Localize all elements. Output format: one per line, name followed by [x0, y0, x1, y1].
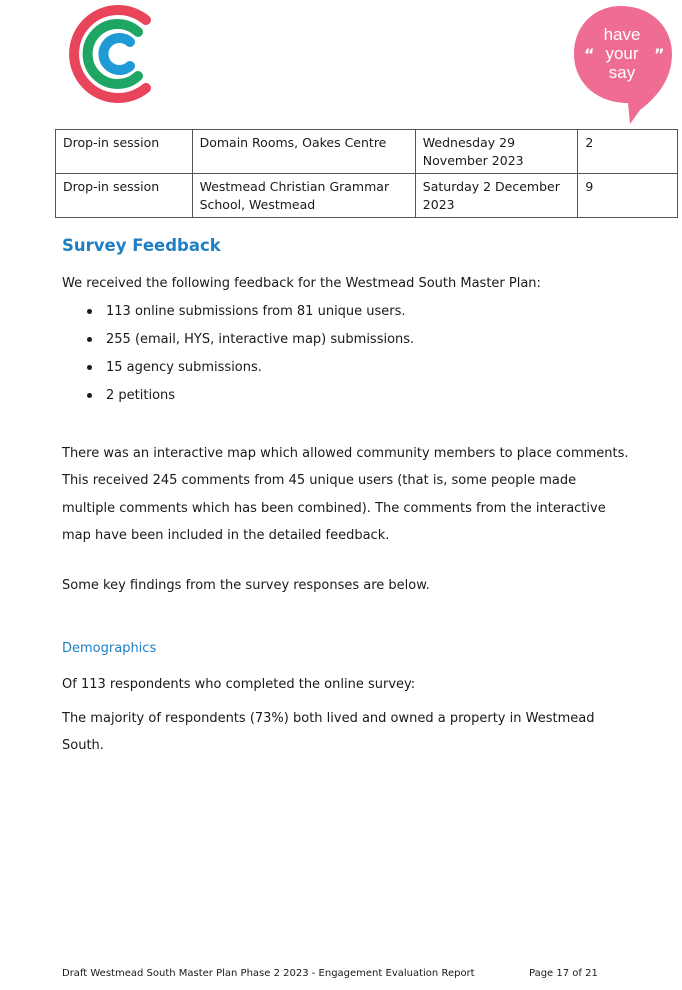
hys-line2: your: [605, 44, 639, 63]
list-item: 255 (email, HYS, interactive map) submissions.: [62, 328, 414, 356]
hys-line3: say: [608, 63, 636, 82]
key-findings-text: Some key findings from the survey responses are below.: [62, 578, 430, 593]
session-type-cell: Drop-in session: [56, 174, 193, 218]
respondents-text: Of 113 respondents who completed the online survey:: [62, 677, 416, 692]
footer-page-number: Page 17 of 21: [529, 968, 598, 979]
hys-line1: have: [603, 25, 641, 44]
sessions-table: [55, 129, 678, 218]
demographics-heading: Demographics: [62, 641, 157, 656]
session-date-cell: Wednesday 29 November 2023: [415, 130, 578, 174]
list-item: 113 online submissions from 81 unique users.: [62, 300, 414, 328]
submissions-list: [62, 300, 414, 412]
list-item: 15 agency submissions.: [62, 356, 414, 384]
list-item: 2 petitions: [62, 384, 414, 412]
quote-close-icon: ”: [654, 45, 665, 64]
session-location-cell: Domain Rooms, Oakes Centre: [192, 130, 415, 174]
table-row: [56, 130, 678, 174]
have-your-say-logo-icon: [566, 2, 676, 126]
footer-report-title: Draft Westmead South Master Plan Phase 2 2023 - Engagement Evaluation Report: [62, 968, 475, 979]
city-logo-icon: [66, 2, 158, 106]
majority-text: The majority of respondents (73%) both lived and owned a property in Westmead South.: [62, 711, 595, 754]
interactive-map-paragraph: There was an interactive map which allowed community members to place comments. This received 245 comments from 45 unique users (that is, some people made multiple comments which has been combined). The comments from the interactive map have been included in the detailed feedback.: [62, 446, 629, 543]
session-type-cell: Drop-in session: [56, 130, 193, 174]
survey-feedback-heading: Survey Feedback: [62, 236, 221, 255]
survey-intro-text: We received the following feedback for the Westmead South Master Plan:: [62, 276, 541, 291]
session-attendees-cell: 9: [578, 174, 678, 218]
session-date-cell: Saturday 2 December 2023: [415, 174, 578, 218]
table-row: [56, 174, 678, 218]
session-location-cell: Westmead Christian Grammar School, Westmead: [192, 174, 415, 218]
session-attendees-cell: 2: [578, 130, 678, 174]
quote-open-icon: “: [584, 45, 595, 64]
